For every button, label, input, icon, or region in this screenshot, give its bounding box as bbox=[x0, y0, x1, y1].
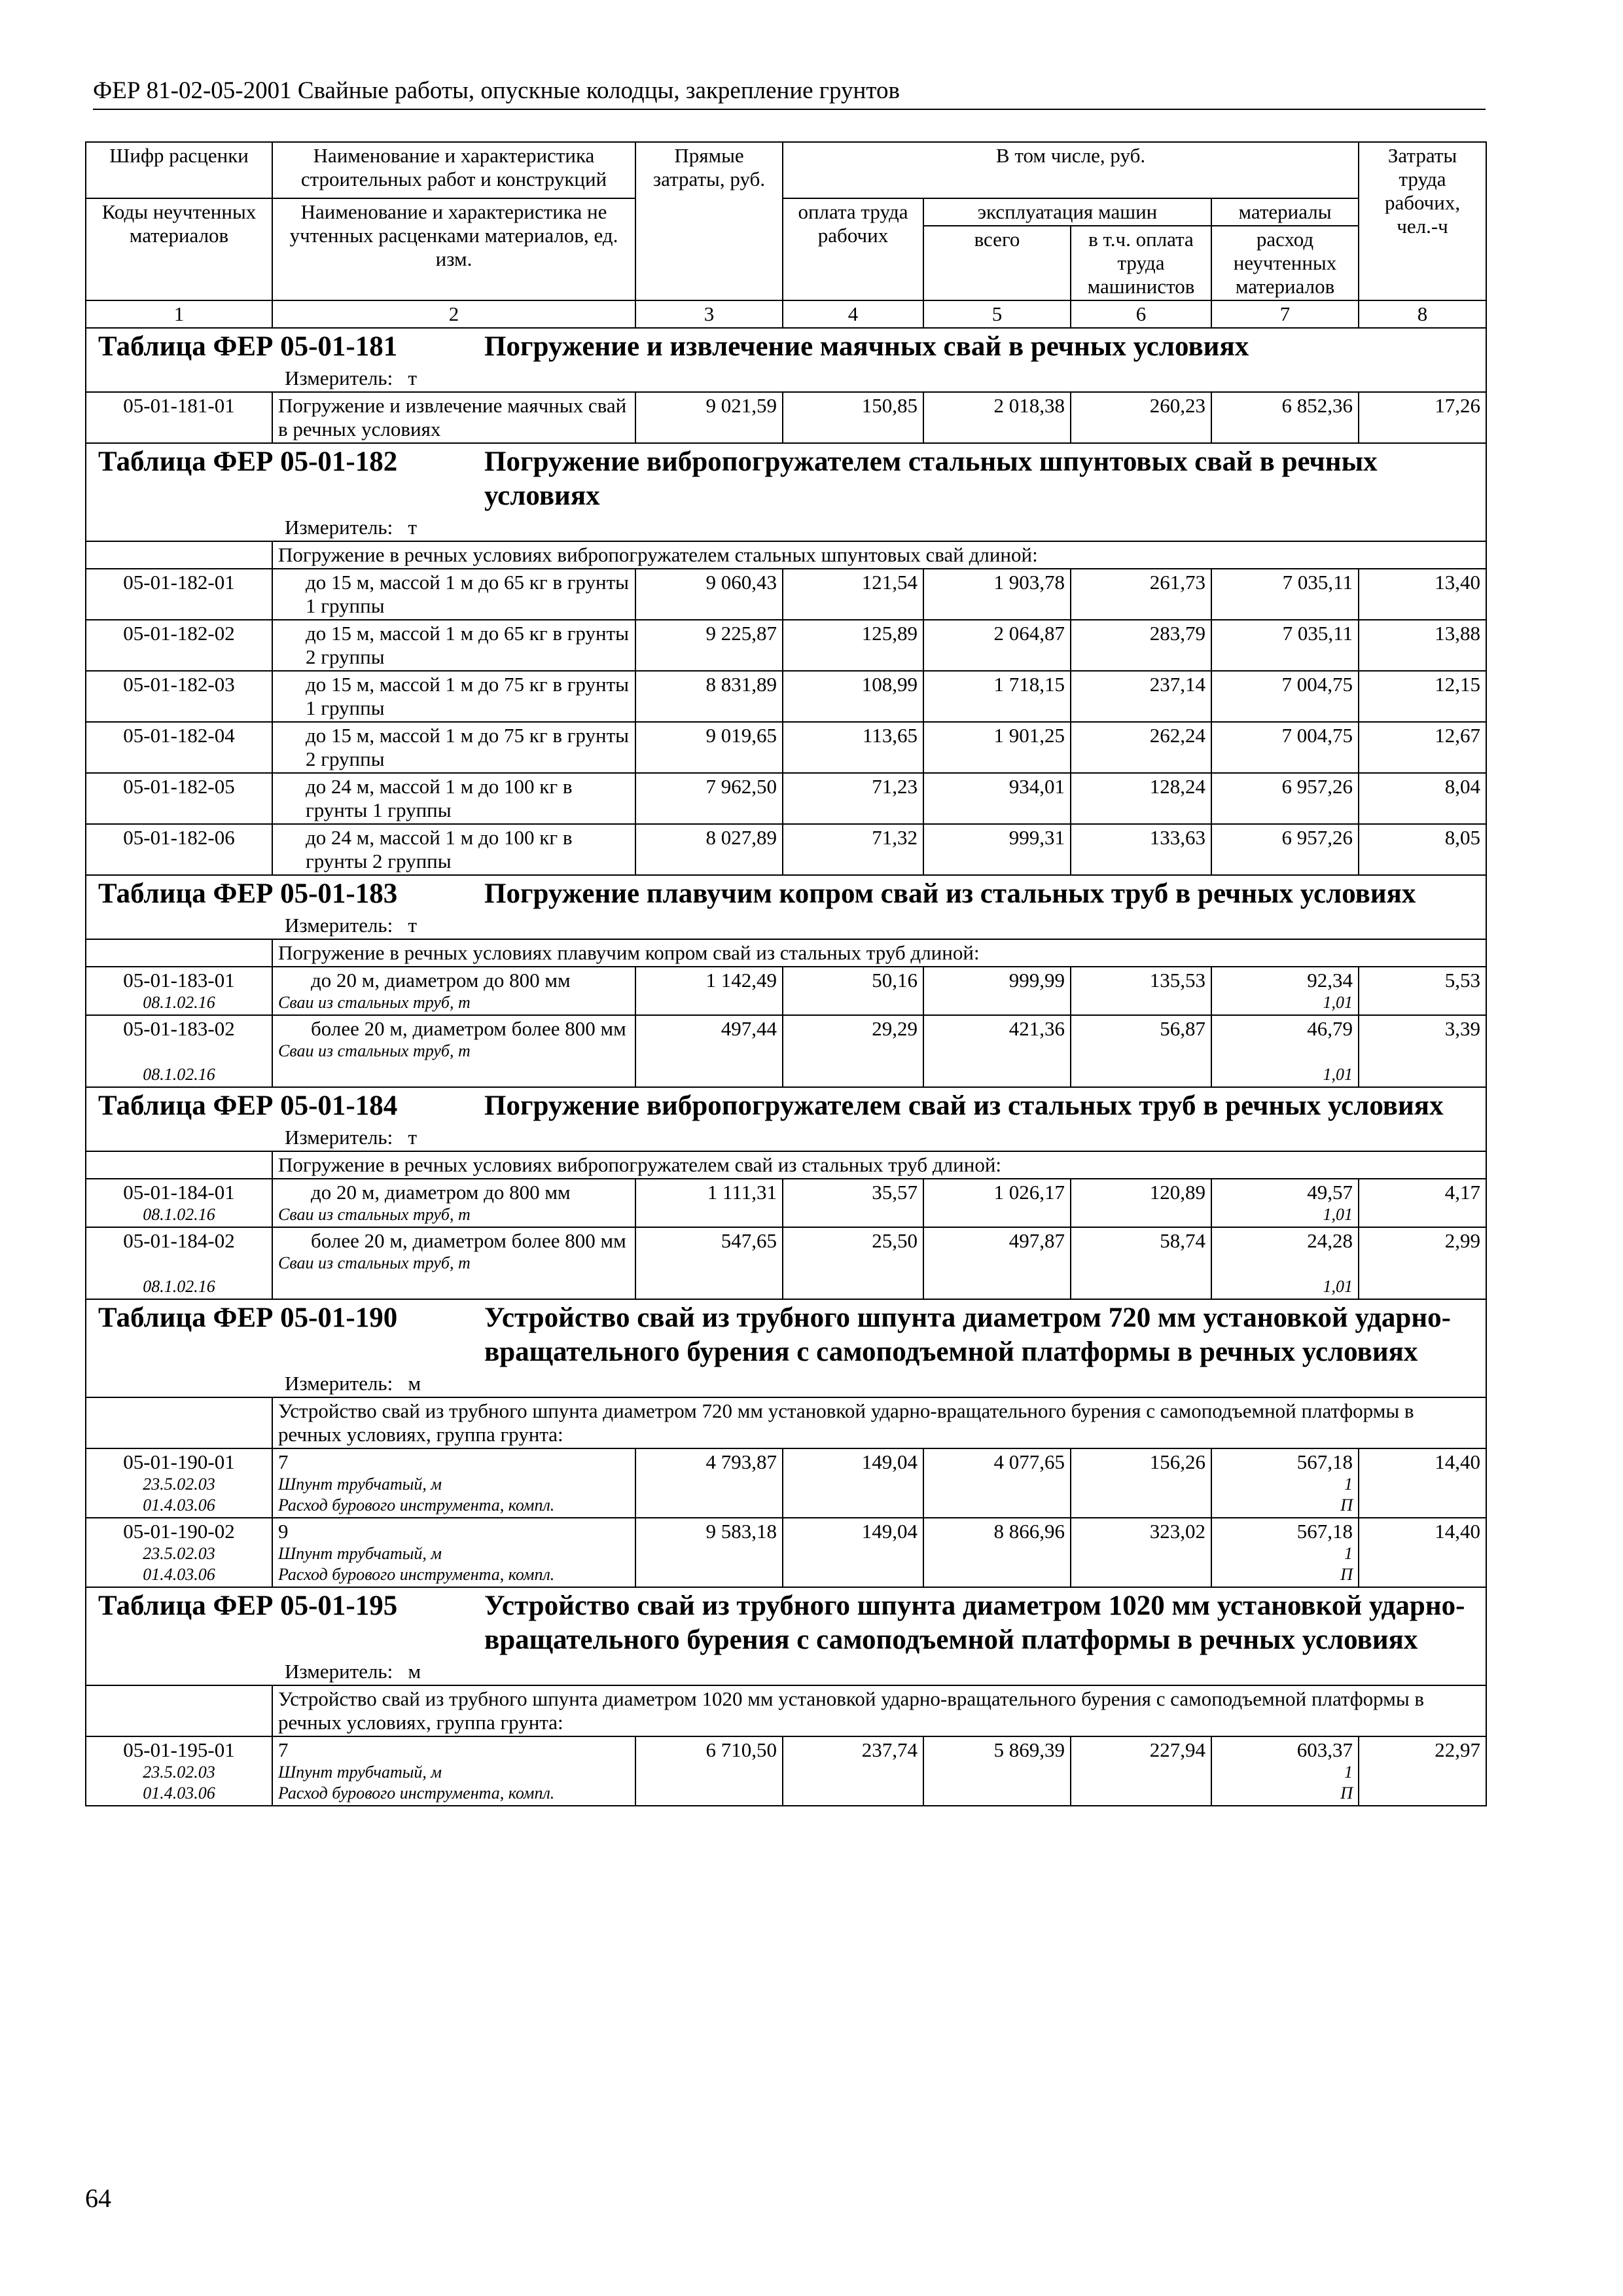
material-code: 08.1.02.16 bbox=[143, 1277, 215, 1296]
group-description: Погружение в речных условиях вибропогружателем свай из стальных труб длиной: bbox=[272, 1151, 1486, 1179]
row-name: Погружение и извлечение маячных свай в речных условиях bbox=[272, 392, 635, 443]
cell-operators: 227,94 bbox=[1071, 1736, 1211, 1806]
row-code: 05-01-182-06 bbox=[86, 824, 272, 875]
group-description: Устройство свай из трубного шпунта диаметром 1020 мм установкой ударно-вращательного бурения с самоподъемной платформы в речных условиях, группа грунта: bbox=[272, 1685, 1486, 1736]
price-table bbox=[85, 141, 1487, 1806]
material-code: 23.5.02.03 bbox=[143, 1475, 215, 1494]
table-row bbox=[86, 722, 1486, 773]
row-name: до 15 м, массой 1 м до 65 кг в грунты 1 группы bbox=[272, 569, 635, 620]
col-number: 5 bbox=[923, 300, 1071, 328]
material-code: 08.1.02.16 bbox=[143, 1205, 215, 1224]
table-title-row bbox=[86, 1587, 1486, 1659]
cell-machines: 1 718,15 bbox=[923, 671, 1071, 722]
material-name: Сваи из стальных труб, т bbox=[278, 1041, 471, 1060]
table-row bbox=[86, 620, 1486, 671]
table-row bbox=[86, 1518, 1486, 1587]
unit-label: Измеритель: bbox=[285, 1660, 393, 1683]
page-number: 64 bbox=[85, 2183, 111, 2213]
row-code: 05-01-181-01 bbox=[86, 392, 272, 443]
cell-machines: 999,99 bbox=[923, 967, 1071, 1015]
row-name: 7 bbox=[278, 1738, 289, 1761]
table-title: Погружение вибропогружателем свай из стальных труб в речных условиях bbox=[484, 1090, 1444, 1121]
row-name: 7 bbox=[278, 1450, 289, 1473]
cell-materials: 24,28 bbox=[1307, 1229, 1353, 1252]
unit-value: т bbox=[408, 516, 417, 539]
cell-direct: 8 831,89 bbox=[635, 671, 783, 722]
table-title-row bbox=[86, 328, 1486, 365]
row-code: 05-01-182-05 bbox=[86, 773, 272, 824]
cell-wages: 121,54 bbox=[783, 569, 923, 620]
cell-operators: 128,24 bbox=[1071, 773, 1211, 824]
material-qty: П bbox=[1340, 1565, 1353, 1584]
unit-label: Измеритель: bbox=[285, 367, 393, 389]
cell-labor: 5,53 bbox=[1359, 967, 1486, 1015]
material-code: 01.4.03.06 bbox=[143, 1784, 215, 1803]
row-name: более 20 м, диаметром более 800 мм bbox=[311, 1229, 626, 1252]
material-qty: 1,01 bbox=[1323, 1065, 1353, 1084]
cell-wages: 50,16 bbox=[783, 967, 923, 1015]
col-header-direct: Прямые затраты, руб. bbox=[635, 142, 783, 300]
col-header-total: всего bbox=[923, 226, 1071, 300]
cell-materials: 46,79 bbox=[1307, 1017, 1353, 1040]
cell-materials: 603,37 bbox=[1296, 1738, 1353, 1761]
col-number: 7 bbox=[1211, 300, 1359, 328]
unit-label: Измеритель: bbox=[285, 1372, 393, 1395]
row-code: 05-01-182-04 bbox=[86, 722, 272, 773]
cell-machines: 5 869,39 bbox=[923, 1736, 1071, 1806]
cell-direct: 1 111,31 bbox=[635, 1179, 783, 1227]
table-title-row bbox=[86, 1087, 1486, 1124]
col-header-operators: в т.ч. оплата труда машинистов bbox=[1071, 226, 1211, 300]
unit-value: т bbox=[408, 914, 417, 937]
table-row bbox=[86, 1179, 1486, 1227]
material-code: 01.4.03.06 bbox=[143, 1496, 215, 1515]
cell-machines: 4 077,65 bbox=[923, 1448, 1071, 1518]
material-qty: 1,01 bbox=[1323, 1205, 1353, 1224]
row-code: 05-01-184-01 bbox=[123, 1181, 235, 1204]
col-number: 4 bbox=[783, 300, 923, 328]
table-row bbox=[86, 967, 1486, 1015]
row-name: до 24 м, массой 1 м до 100 кг в грунты 2 группы bbox=[272, 824, 635, 875]
col-number: 8 bbox=[1359, 300, 1486, 328]
cell-materials: 7 035,11 bbox=[1211, 620, 1359, 671]
row-code: 05-01-182-02 bbox=[86, 620, 272, 671]
row-name: до 24 м, массой 1 м до 100 кг в грунты 1 группы bbox=[272, 773, 635, 824]
cell-labor: 13,40 bbox=[1359, 569, 1486, 620]
cell-operators: 283,79 bbox=[1071, 620, 1211, 671]
cell-direct: 497,44 bbox=[635, 1015, 783, 1087]
group-description: Погружение в речных условиях плавучим копром свай из стальных труб длиной: bbox=[272, 939, 1486, 967]
unit-value: т bbox=[408, 1126, 417, 1149]
col-header-machines: эксплуатация машин bbox=[923, 198, 1211, 226]
cell-machines: 2 064,87 bbox=[923, 620, 1071, 671]
row-name: 9 bbox=[278, 1520, 289, 1543]
cell-operators: 262,24 bbox=[1071, 722, 1211, 773]
cell-labor: 14,40 bbox=[1359, 1518, 1486, 1587]
material-name: Расход бурового инструмента, компл. bbox=[278, 1496, 555, 1515]
cell-operators: 135,53 bbox=[1071, 967, 1211, 1015]
col-header-name: Наименование и характеристика строительных работ и конструкций bbox=[272, 142, 635, 198]
cell-materials: 7 035,11 bbox=[1211, 569, 1359, 620]
row-name: более 20 м, диаметром более 800 мм bbox=[311, 1017, 626, 1040]
cell-direct: 547,65 bbox=[635, 1227, 783, 1299]
cell-direct: 1 142,49 bbox=[635, 967, 783, 1015]
row-code: 05-01-183-02 bbox=[123, 1017, 235, 1040]
table-title: Устройство свай из трубного шпунта диаметром 1020 мм установкой ударно-вращательного бурения с самоподъемной платформы в речных условиях bbox=[484, 1590, 1465, 1655]
cell-operators: 237,14 bbox=[1071, 671, 1211, 722]
cell-direct: 9 021,59 bbox=[635, 392, 783, 443]
cell-labor: 12,15 bbox=[1359, 671, 1486, 722]
cell-machines: 1 026,17 bbox=[923, 1179, 1071, 1227]
cell-materials: 567,18 bbox=[1296, 1450, 1353, 1473]
material-name: Сваи из стальных труб, т bbox=[278, 1205, 471, 1224]
table-row bbox=[86, 1448, 1486, 1518]
cell-labor: 14,40 bbox=[1359, 1448, 1486, 1518]
col-header-consumption: расход неучтенных материалов bbox=[1211, 226, 1359, 300]
cell-wages: 237,74 bbox=[783, 1736, 923, 1806]
material-qty: 1,01 bbox=[1323, 993, 1353, 1012]
table-title: Погружение плавучим копром свай из стальных труб в речных условиях bbox=[484, 878, 1416, 909]
col-header-materials-name: Наименование и характеристика не учтенных расценками материалов, ед. изм. bbox=[272, 198, 635, 300]
table-title-row bbox=[86, 1299, 1486, 1371]
cell-materials: 567,18 bbox=[1296, 1520, 1353, 1543]
row-code: 05-01-182-03 bbox=[86, 671, 272, 722]
cell-materials: 6 957,26 bbox=[1211, 824, 1359, 875]
material-code: 01.4.03.06 bbox=[143, 1565, 215, 1584]
cell-wages: 149,04 bbox=[783, 1518, 923, 1587]
cell-direct: 8 027,89 bbox=[635, 824, 783, 875]
material-name: Расход бурового инструмента, компл. bbox=[278, 1784, 555, 1803]
table-row bbox=[86, 671, 1486, 722]
material-code: 23.5.02.03 bbox=[143, 1763, 215, 1782]
material-qty: 1 bbox=[1344, 1544, 1353, 1563]
row-name: до 20 м, диаметром до 800 мм bbox=[311, 969, 571, 992]
unit-label: Измеритель: bbox=[285, 1126, 393, 1149]
table-title: Погружение и извлечение маячных свай в речных условиях bbox=[484, 331, 1249, 362]
group-description: Устройство свай из трубного шпунта диаметром 720 мм установкой ударно-вращательного бурения с самоподъемной платформы в речных условиях, группа грунта: bbox=[272, 1397, 1486, 1448]
row-name: до 20 м, диаметром до 800 мм bbox=[311, 1181, 571, 1204]
unit-value: м bbox=[408, 1372, 421, 1395]
cell-machines: 1 903,78 bbox=[923, 569, 1071, 620]
cell-direct: 4 793,87 bbox=[635, 1448, 783, 1518]
row-code: 05-01-195-01 bbox=[123, 1738, 235, 1761]
cell-wages: 150,85 bbox=[783, 392, 923, 443]
unit-value: м bbox=[408, 1660, 421, 1683]
cell-operators: 56,87 bbox=[1071, 1015, 1211, 1087]
cell-operators: 58,74 bbox=[1071, 1227, 1211, 1299]
cell-labor: 8,04 bbox=[1359, 773, 1486, 824]
cell-wages: 149,04 bbox=[783, 1448, 923, 1518]
table-label: Таблица ФЕР 05-01-190 bbox=[98, 1302, 398, 1333]
material-name: Шпунт трубчатый, м bbox=[278, 1544, 442, 1563]
material-name: Шпунт трубчатый, м bbox=[278, 1475, 442, 1494]
cell-materials: 7 004,75 bbox=[1211, 671, 1359, 722]
cell-machines: 8 866,96 bbox=[923, 1518, 1071, 1587]
table-label: Таблица ФЕР 05-01-182 bbox=[98, 446, 398, 477]
col-number: 6 bbox=[1071, 300, 1211, 328]
cell-direct: 9 225,87 bbox=[635, 620, 783, 671]
material-code: 08.1.02.16 bbox=[143, 993, 215, 1012]
material-code: 08.1.02.16 bbox=[143, 1065, 215, 1084]
cell-direct: 6 710,50 bbox=[635, 1736, 783, 1806]
cell-machines: 421,36 bbox=[923, 1015, 1071, 1087]
col-number: 1 bbox=[86, 300, 272, 328]
col-number: 2 bbox=[272, 300, 635, 328]
table-row bbox=[86, 1736, 1486, 1806]
table-row bbox=[86, 1227, 1486, 1299]
table-title: Устройство свай из трубного шпунта диаметром 720 мм установкой ударно-вращательного бурения с самоподъемной платформы в речных условиях bbox=[484, 1302, 1451, 1367]
cell-operators: 120,89 bbox=[1071, 1179, 1211, 1227]
cell-materials: 6 852,36 bbox=[1211, 392, 1359, 443]
col-header-codes: Коды неучтенных материалов bbox=[86, 198, 272, 300]
cell-wages: 125,89 bbox=[783, 620, 923, 671]
material-qty: 1 bbox=[1344, 1763, 1353, 1782]
table-row bbox=[86, 773, 1486, 824]
cell-labor: 22,97 bbox=[1359, 1736, 1486, 1806]
unit-label: Измеритель: bbox=[285, 914, 393, 937]
cell-labor: 17,26 bbox=[1359, 392, 1486, 443]
cell-wages: 108,99 bbox=[783, 671, 923, 722]
cell-labor: 13,88 bbox=[1359, 620, 1486, 671]
material-name: Расход бурового инструмента, компл. bbox=[278, 1565, 555, 1584]
unit-label: Измеритель: bbox=[285, 516, 393, 539]
cell-wages: 71,32 bbox=[783, 824, 923, 875]
row-code: 05-01-183-01 bbox=[123, 969, 235, 992]
cell-materials: 92,34 bbox=[1307, 969, 1353, 992]
table-label: Таблица ФЕР 05-01-183 bbox=[98, 878, 398, 909]
cell-materials: 49,57 bbox=[1307, 1181, 1353, 1204]
cell-operators: 133,63 bbox=[1071, 824, 1211, 875]
column-numbers-row bbox=[86, 300, 1486, 328]
row-code: 05-01-182-01 bbox=[86, 569, 272, 620]
cell-direct: 9 583,18 bbox=[635, 1518, 783, 1587]
material-qty: П bbox=[1340, 1496, 1353, 1515]
cell-labor: 3,39 bbox=[1359, 1015, 1486, 1087]
page-header: ФЕР 81-02-05-2001 Свайные работы, опускные колодцы, закрепление грунтов bbox=[93, 77, 1486, 110]
material-name: Сваи из стальных труб, т bbox=[278, 1253, 471, 1272]
col-header-labor: Затраты труда рабочих, чел.-ч bbox=[1359, 142, 1486, 300]
cell-machines: 2 018,38 bbox=[923, 392, 1071, 443]
material-code: 23.5.02.03 bbox=[143, 1544, 215, 1563]
cell-labor: 4,17 bbox=[1359, 1179, 1486, 1227]
cell-direct: 9 060,43 bbox=[635, 569, 783, 620]
material-name: Сваи из стальных труб, т bbox=[278, 993, 471, 1012]
row-name: до 15 м, массой 1 м до 75 кг в грунты 2 группы bbox=[272, 722, 635, 773]
col-header-incl: В том числе, руб. bbox=[783, 142, 1359, 198]
cell-wages: 35,57 bbox=[783, 1179, 923, 1227]
group-description: Погружение в речных условиях вибропогружателем стальных шпунтовых свай длиной: bbox=[272, 541, 1486, 569]
cell-materials: 7 004,75 bbox=[1211, 722, 1359, 773]
table-label: Таблица ФЕР 05-01-181 bbox=[98, 331, 398, 362]
cell-operators: 156,26 bbox=[1071, 1448, 1211, 1518]
cell-labor: 12,67 bbox=[1359, 722, 1486, 773]
row-code: 05-01-184-02 bbox=[123, 1229, 235, 1252]
row-code: 05-01-190-02 bbox=[123, 1520, 235, 1543]
cell-wages: 113,65 bbox=[783, 722, 923, 773]
table-row bbox=[86, 824, 1486, 875]
cell-direct: 7 962,50 bbox=[635, 773, 783, 824]
material-qty: П bbox=[1340, 1784, 1353, 1803]
table-row bbox=[86, 1015, 1486, 1087]
table-label: Таблица ФЕР 05-01-184 bbox=[98, 1090, 398, 1121]
cell-operators: 323,02 bbox=[1071, 1518, 1211, 1587]
cell-labor: 2,99 bbox=[1359, 1227, 1486, 1299]
row-code: 05-01-190-01 bbox=[123, 1450, 235, 1473]
material-qty: 1 bbox=[1344, 1475, 1353, 1494]
col-number: 3 bbox=[635, 300, 783, 328]
row-name: до 15 м, массой 1 м до 75 кг в грунты 1 группы bbox=[272, 671, 635, 722]
cell-wages: 25,50 bbox=[783, 1227, 923, 1299]
table-title-row bbox=[86, 875, 1486, 912]
table-label: Таблица ФЕР 05-01-195 bbox=[98, 1590, 398, 1621]
cell-direct: 9 019,65 bbox=[635, 722, 783, 773]
cell-wages: 29,29 bbox=[783, 1015, 923, 1087]
cell-operators: 261,73 bbox=[1071, 569, 1211, 620]
cell-machines: 934,01 bbox=[923, 773, 1071, 824]
cell-labor: 8,05 bbox=[1359, 824, 1486, 875]
cell-machines: 999,31 bbox=[923, 824, 1071, 875]
cell-machines: 497,87 bbox=[923, 1227, 1071, 1299]
table-title-row bbox=[86, 443, 1486, 514]
col-header-code: Шифр расценки bbox=[86, 142, 272, 198]
table-title: Погружение вибропогружателем стальных шпунтовых свай в речных условиях bbox=[484, 446, 1378, 511]
cell-wages: 71,23 bbox=[783, 773, 923, 824]
col-header-materials: материалы bbox=[1211, 198, 1359, 226]
col-header-wages: оплата труда рабочих bbox=[783, 198, 923, 300]
material-name: Шпунт трубчатый, м bbox=[278, 1763, 442, 1782]
cell-machines: 1 901,25 bbox=[923, 722, 1071, 773]
cell-materials: 6 957,26 bbox=[1211, 773, 1359, 824]
row-name: до 15 м, массой 1 м до 65 кг в грунты 2 группы bbox=[272, 620, 635, 671]
material-qty: 1,01 bbox=[1323, 1277, 1353, 1296]
table-row bbox=[86, 392, 1486, 443]
unit-value: т bbox=[408, 367, 417, 389]
table-row bbox=[86, 569, 1486, 620]
cell-operators: 260,23 bbox=[1071, 392, 1211, 443]
